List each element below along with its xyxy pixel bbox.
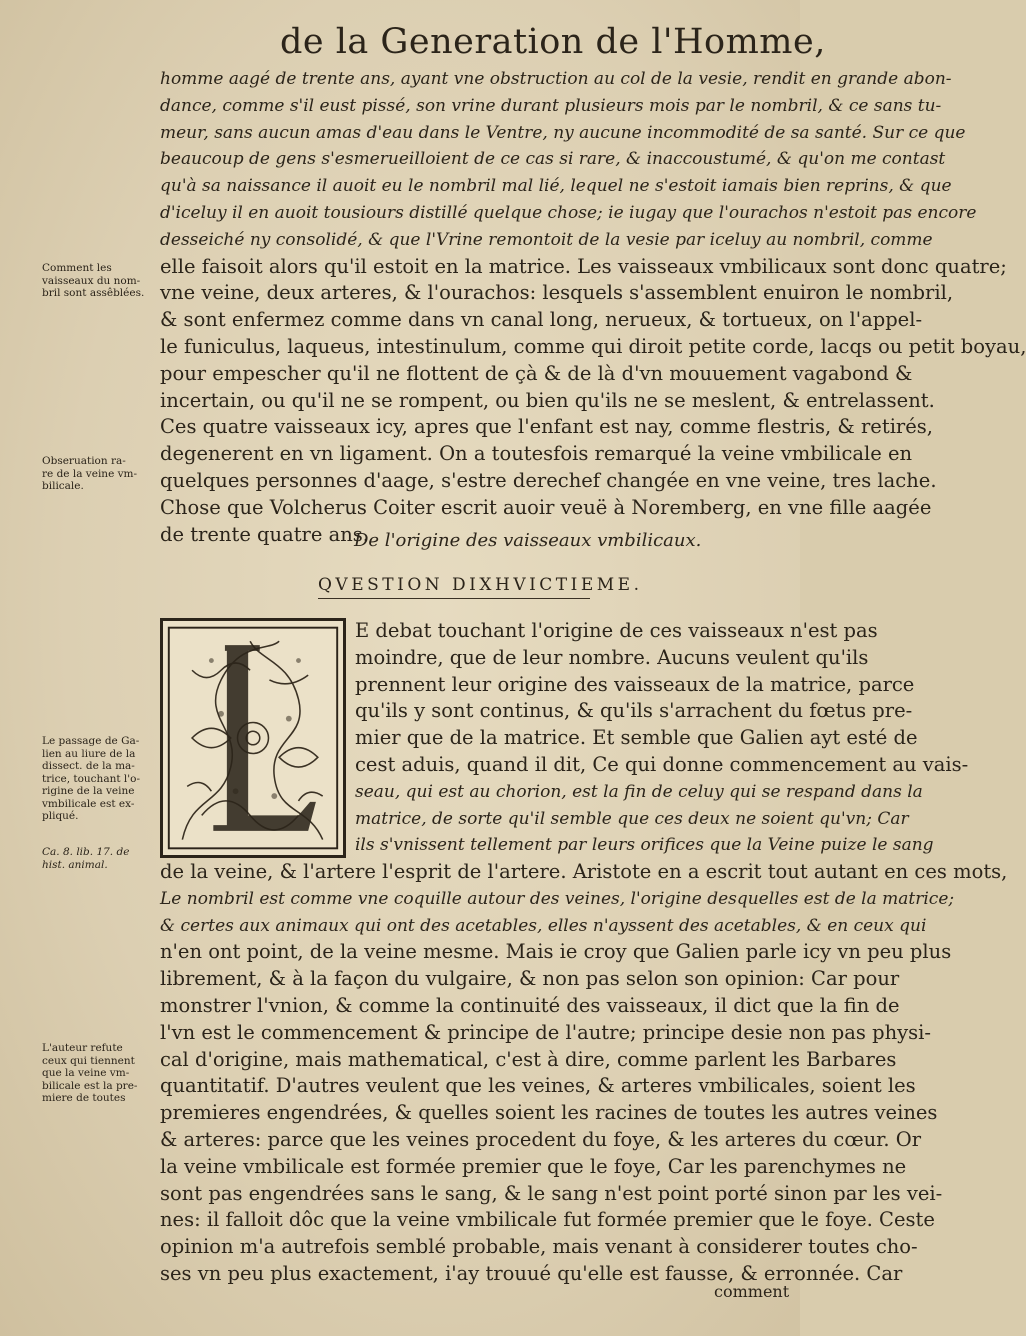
text-line: matrice, de sorte qu'il semble que ces deux ne soient qu'vn; Car xyxy=(355,808,909,829)
margin-note-line: re de la veine vm- xyxy=(42,467,138,480)
section-title: De l'origine des vaisseaux vmbilicaux. xyxy=(354,530,702,551)
text-line: & sont enfermez comme dans vn canal long, nerueux, & tortueux, on l'appel- xyxy=(160,308,923,332)
margin-note xyxy=(42,262,158,300)
text-line: mier que de la matrice. Et semble que Galien ayt esté de xyxy=(355,726,918,750)
margin-note-line: lien au liure de la xyxy=(42,747,136,760)
margin-note-line: ceux qui tiennent xyxy=(42,1054,135,1067)
margin-note-line: pliqué. xyxy=(42,810,79,822)
text-line: n'en ont point, de la veine mesme. Mais ie croy que Galien parle icy vn peu plus xyxy=(160,940,952,964)
text-line: l'vn est le commencement & principe de l'autre; principe desie non pas physi- xyxy=(160,1020,932,1044)
margin-note xyxy=(42,735,158,823)
text-line: seau, qui est au chorion, est la fin de celuy qui se respand dans la xyxy=(355,781,923,802)
text-line: ils s'vnissent tellement par leurs orifices que la Veine puize le sang xyxy=(355,835,934,856)
margin-note-line: Le passage de Ga- xyxy=(42,735,140,747)
ornament-woodcut-icon xyxy=(163,621,343,855)
text-line: meur, sans aucun amas d'eau dans le Ventre, ny aucune incommodité de sa santé. Sur ce que xyxy=(160,122,966,143)
margin-note-line: vaisseaux du nom- xyxy=(42,274,141,287)
text-line: vne veine, deux arteres, & l'ourachos: lesquels s'assemblent enuiron le nombril, xyxy=(160,281,954,305)
text-line: homme aagé de trente ans, ayant vne obstruction au col de la vesie, rendit en grande abon- xyxy=(160,69,952,89)
margin-note-line: Comment les xyxy=(42,262,112,274)
heading-rule xyxy=(318,598,590,599)
margin-note-line: dissect. de la ma- xyxy=(42,760,135,772)
running-head: de la Generation de l'Homme, xyxy=(280,22,826,62)
text-line: prennent leur origine des vaisseaux de la matrice, parce xyxy=(355,672,915,696)
text-line: monstrer l'vnion, & comme la continuité des vaisseaux, il dict que la fin de xyxy=(160,993,900,1017)
margin-note-line: miere de toutes xyxy=(42,1092,126,1104)
text-line: Chose que Volcherus Coiter escrit auoir veuë à Noremberg, en vne fille aagée xyxy=(160,495,932,519)
paragraph-question xyxy=(355,618,969,859)
text-line: de trente quatre ans. xyxy=(160,522,370,546)
margin-note xyxy=(42,1042,158,1105)
text-line: moindre, que de leur nombre. Aucuns veulent qu'ils xyxy=(355,645,869,669)
margin-note xyxy=(42,455,158,493)
paragraph-continued xyxy=(160,859,1008,1288)
text-line: d'iceluy il en auoit tousiours distillé quelque chose; ie iugay que l'ourachos n'estoit pas encore xyxy=(160,202,977,223)
text-line: beaucoup de gens s'esmerueilloient de ce cas si rare, & inaccoustumé, & qu'on me contast xyxy=(160,149,946,170)
text-line: cest aduis, quand il dit, Ce qui donne commencement au vais- xyxy=(355,752,969,776)
text-line: cal d'origine, mais mathematical, c'est à dire, comme parlent les Barbares xyxy=(160,1047,897,1071)
text-line: desseiché ny consolidé, & que l'Vrine remontoit de la vesie par iceluy au nombril, comme xyxy=(160,229,933,250)
text-line: de la veine, & l'artere l'esprit de l'artere. Aristote en a escrit tout autant en ces mots, xyxy=(160,860,1008,883)
text-line: ses vn peu plus exactement, i'ay trouué qu'elle est fausse, & erronnée. Car xyxy=(160,1261,903,1285)
question-heading: QVESTION DIXHVICTIEME. xyxy=(318,575,643,595)
text-line: & arteres: parce que les veines procedent du foye, & les arteres du cœur. Or xyxy=(160,1127,922,1151)
text-line: quantitatif. D'autres veulent que les veines, & arteres vmbilicales, soient les xyxy=(160,1074,916,1098)
text-line: quelques personnes d'aage, s'estre derechef changée en vne veine, tres lache. xyxy=(160,468,937,492)
decorated-initial xyxy=(160,618,346,858)
margin-note-line: Ca. 8. lib. 17. de xyxy=(42,846,130,858)
margin-note-line: vmbilicale est ex- xyxy=(42,797,135,810)
text-line: elle faisoit alors qu'il estoit en la matrice. Les vaisseaux vmbilicaux sont donc quatre; xyxy=(160,254,1007,278)
catchword: comment xyxy=(714,1282,790,1301)
text-line: & certes aux animaux qui ont des acetables, elles n'ayssent des acetables, & en ceux qui xyxy=(160,915,927,936)
margin-note-line: Obseruation ra- xyxy=(42,455,126,467)
text-line: le funiculus, laqueus, intestinulum, comme qui diroit petite corde, lacqs ou petit boyau, xyxy=(160,334,1026,358)
margin-note-line: bilicale. xyxy=(42,480,84,492)
text-line: la veine vmbilicale est formée premier que le foye, Car les parenchymes ne xyxy=(160,1154,907,1178)
text-line: Ces quatre vaisseaux icy, apres que l'enfant est nay, comme flestris, & retirés, xyxy=(160,415,933,439)
paragraph-opening xyxy=(160,66,1026,548)
text-line: qu'ils y sont continus, & qu'ils s'arrachent du fœtus pre- xyxy=(355,699,913,723)
margin-note-line: L'auteur refute xyxy=(42,1042,123,1054)
text-line: dance, comme s'il eust pissé, son vrine durant plusieurs mois par le nombril, & ce sans tu- xyxy=(160,95,942,116)
text-line: librement, & à la façon du vulgaire, & non pas selon son opinion: Car pour xyxy=(160,967,900,991)
text-line: sont pas engendrées sans le sang, & le sang n'est point porté sinon par les vei- xyxy=(160,1181,943,1205)
margin-note-line: rigine de la veine xyxy=(42,785,135,797)
margin-note-line: bril sont assêblées. xyxy=(42,287,145,299)
text-line: Le nombril est comme vne coquille autour des veines, l'origine desquelles est de la matrice; xyxy=(160,888,955,909)
text-line: premieres engendrées, & quelles soient les racines de toutes les autres veines xyxy=(160,1101,938,1125)
text-line: degenerent en vn ligament. On a toutesfois remarqué la veine vmbilicale en xyxy=(160,442,913,466)
margin-note-line: que la veine vm- xyxy=(42,1067,130,1079)
text-line: qu'à sa naissance il auoit eu le nombril mal lié, lequel ne s'estoit iamais bien reprins, & que xyxy=(160,176,952,197)
margin-note xyxy=(42,846,158,871)
text-line: E debat touchant l'origine de ces vaisseaux n'est pas xyxy=(355,619,878,642)
text-line: nes: il falloit dôc que la veine vmbilicale fut formée premier que le foye. Ceste xyxy=(160,1208,935,1232)
margin-note-line: trice, touchant l'o- xyxy=(42,772,141,785)
text-line: incertain, ou qu'il ne se rompent, ou bien qu'ils ne se meslent, & entrelassent. xyxy=(160,388,935,412)
margin-note-line: bilicale est la pre- xyxy=(42,1079,138,1092)
margin-note-line: hist. animal. xyxy=(42,858,108,871)
text-line: pour empescher qu'il ne flottent de çà & de là d'vn mouuement vagabond & xyxy=(160,361,913,385)
text-line: opinion m'a autrefois semblé probable, mais venant à considerer toutes cho- xyxy=(160,1235,918,1259)
